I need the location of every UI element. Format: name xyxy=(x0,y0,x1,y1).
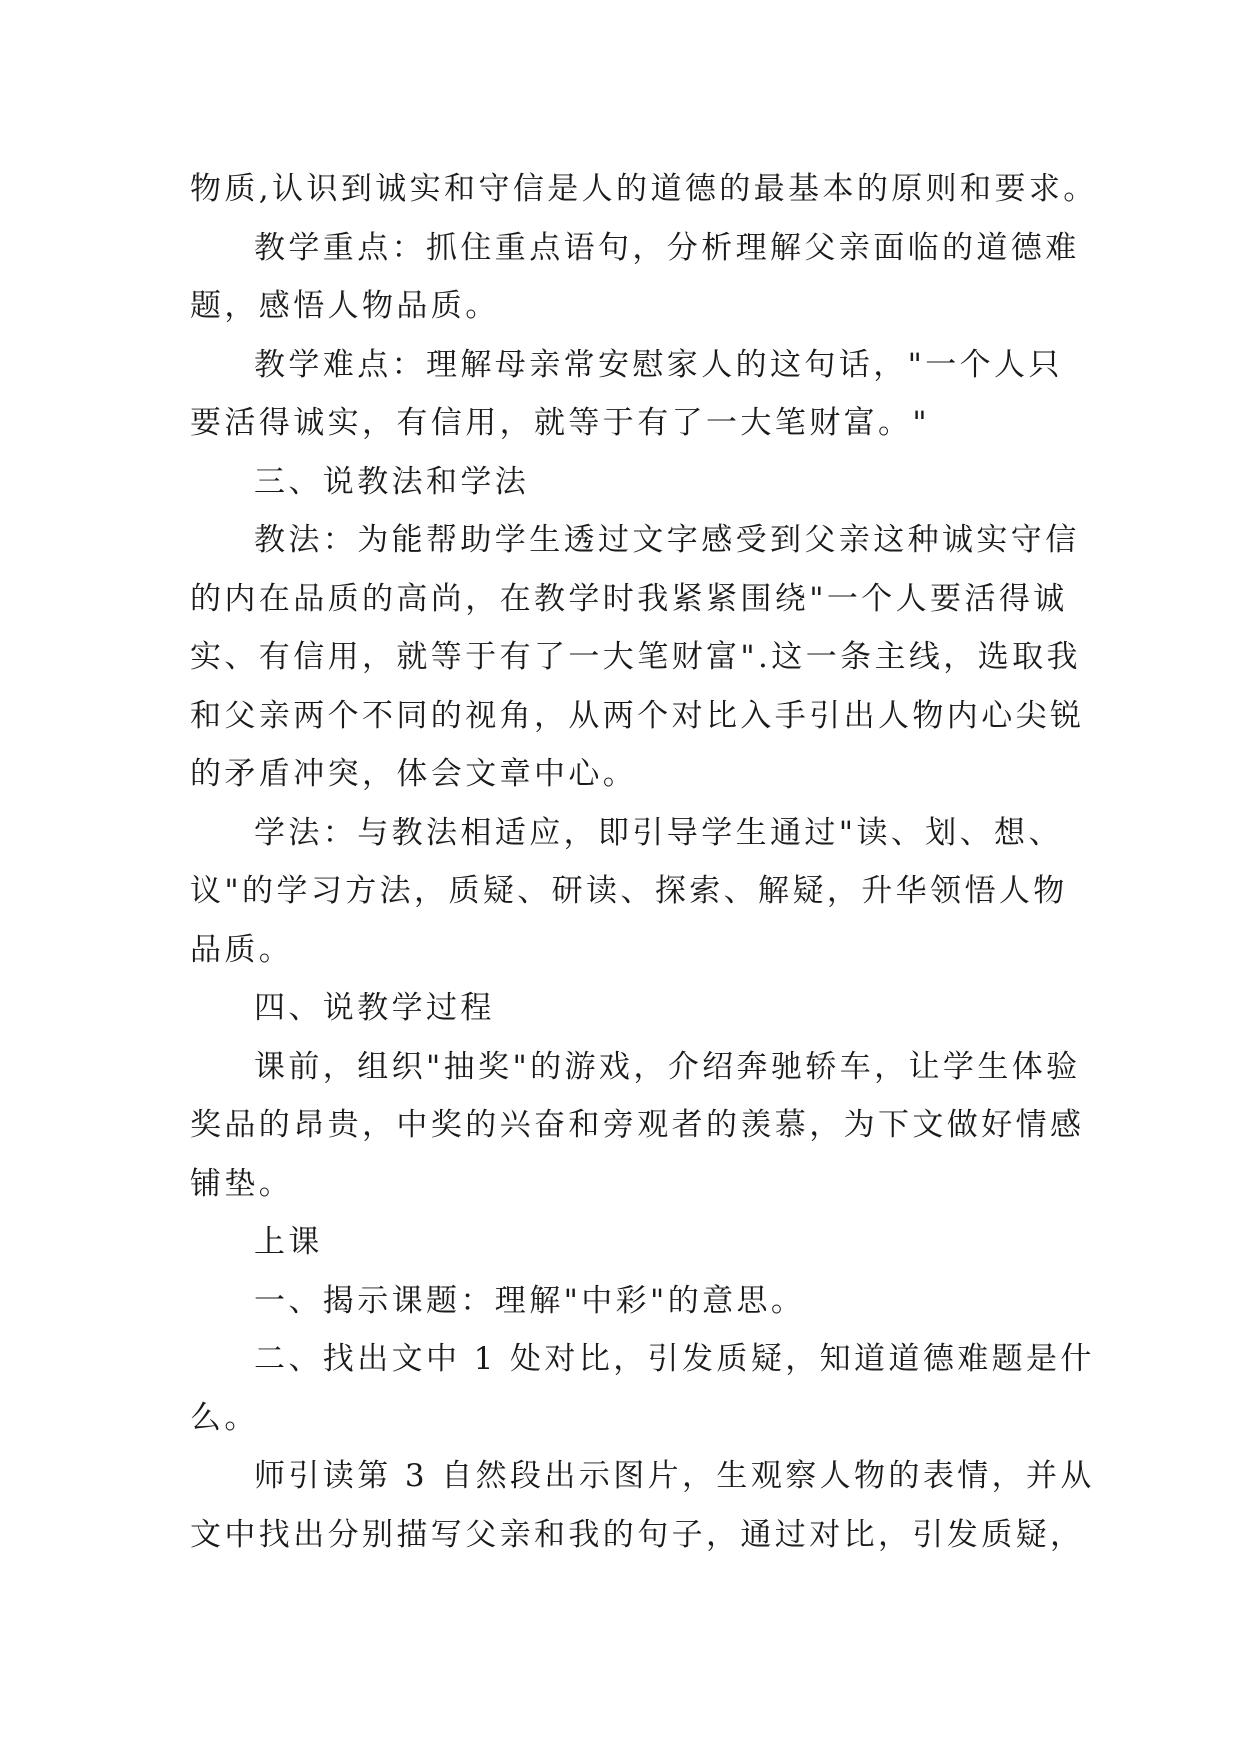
text-line: 的内在品质的高尚，在教学时我紧紧围绕"一个人要活得诚 xyxy=(190,580,1068,617)
text-line: 物质,认识到诚实和守信是人的道德的最基本的原则和要求。 xyxy=(190,171,1098,207)
text-line: 实、有信用，就等于有了一大笔财富".这一条主线，选取我 xyxy=(190,639,1081,675)
text-line: 题，感悟人物品质。 xyxy=(190,288,500,324)
text-line: 铺垫。 xyxy=(190,1165,294,1202)
paragraph-teaching-difficulty: 教学难点：理解母亲常安慰家人的这句话，"一个人只 xyxy=(254,346,1063,383)
section-heading-process: 四、说教学过程 xyxy=(254,990,495,1026)
paragraph-learning-method: 学法：与教法相适应，即引导学生通过"读、划、想、 xyxy=(254,814,1063,851)
text-line: 文中找出分别描写父亲和我的句子，通过对比，引发质疑， xyxy=(190,1516,1085,1553)
subheading-class: 上课 xyxy=(254,1224,323,1260)
text-line: 要活得诚实，有信用，就等于有了一大笔财富。" xyxy=(190,405,931,441)
paragraph-guided-reading: 师引读第 3 自然段出示图片，生观察人物的表情，并从 xyxy=(254,1458,1095,1494)
text-line: 奖品的昂贵，中奖的兴奋和旁观者的羡慕，为下文做好情感 xyxy=(190,1107,1085,1143)
step-one: 一、揭示课题：理解"中彩"的意思。 xyxy=(254,1282,806,1319)
paragraph-pre-class: 课前，组织"抽奖"的游戏，介绍奔驰轿车，让学生体验 xyxy=(254,1048,1081,1085)
text-line: 和父亲两个不同的视角，从两个对比入手引出人物内心尖锐 xyxy=(190,697,1085,734)
text-line: 么。 xyxy=(190,1399,259,1436)
text-line: 品质。 xyxy=(190,931,294,968)
document-body xyxy=(190,160,1098,1564)
text-line: 议"的学习方法，质疑、研读、探索、解疑，升华领悟人物 xyxy=(190,873,1068,909)
section-heading-methods: 三、说教法和学法 xyxy=(254,463,530,500)
paragraph-teaching-method: 教法：为能帮助学生透过文字感受到父亲这种诚实守信 xyxy=(254,522,1080,558)
paragraph-teaching-focus: 教学重点：抓住重点语句，分析理解父亲面临的道德难 xyxy=(254,229,1080,266)
step-two: 二、找出文中 1 处对比，引发质疑，知道道德难题是什 xyxy=(254,1341,1095,1377)
text-line: 的矛盾冲突，体会文章中心。 xyxy=(190,756,638,792)
